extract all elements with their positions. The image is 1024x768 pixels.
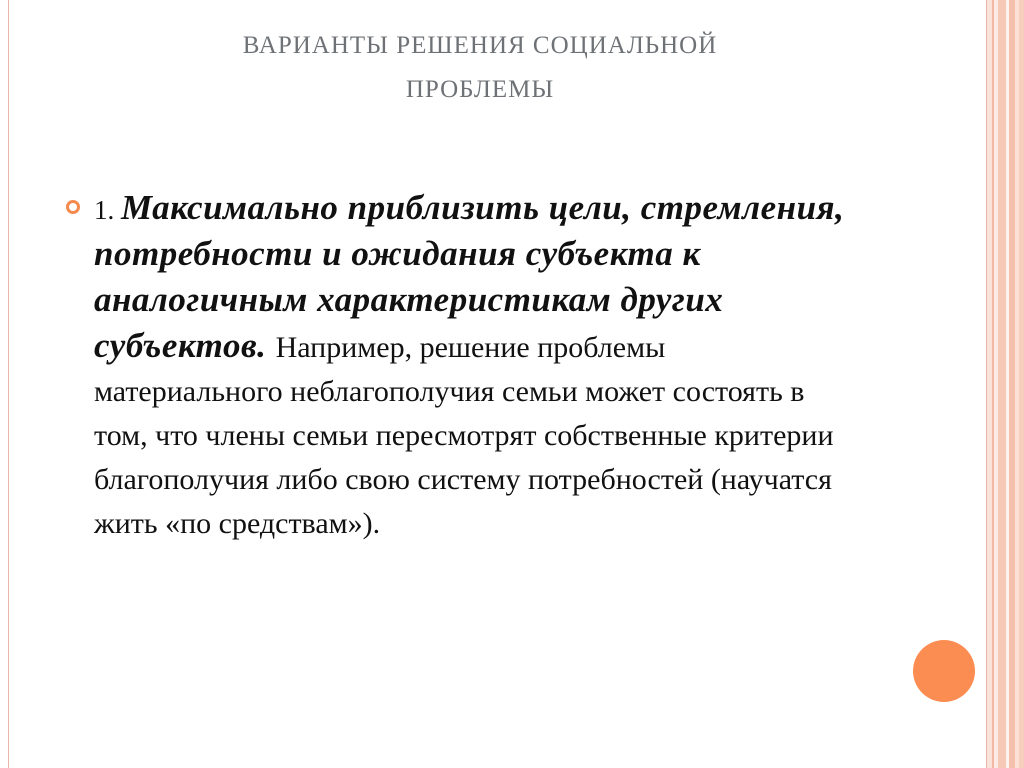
decorative-stripes bbox=[987, 0, 1024, 768]
item-number: 1. bbox=[94, 195, 121, 225]
title-line-1: ВАРИАНТЫ РЕШЕНИЯ СОЦИАЛЬНОЙ bbox=[242, 32, 718, 59]
ring-bullet-icon bbox=[66, 200, 80, 214]
item-body-text: Например, решение проблемы материального неблагополучия семьи может состоять в том, что члены семьи пересмотрят собственные критерии благополучия либо свою систему потребностей (научатся жить «по средствам»). bbox=[94, 331, 834, 540]
slide-title bbox=[90, 24, 870, 112]
orange-circle-decoration bbox=[913, 640, 975, 702]
item-lead-text: Максимально приблизить цели, стремления, потребности и ожидания субъекта к аналогичным характеристикам других субъектов. bbox=[94, 188, 845, 365]
list-item bbox=[94, 186, 860, 546]
title-line-2: ПРОБЛЕМЫ bbox=[405, 76, 555, 103]
content-area bbox=[60, 186, 860, 546]
